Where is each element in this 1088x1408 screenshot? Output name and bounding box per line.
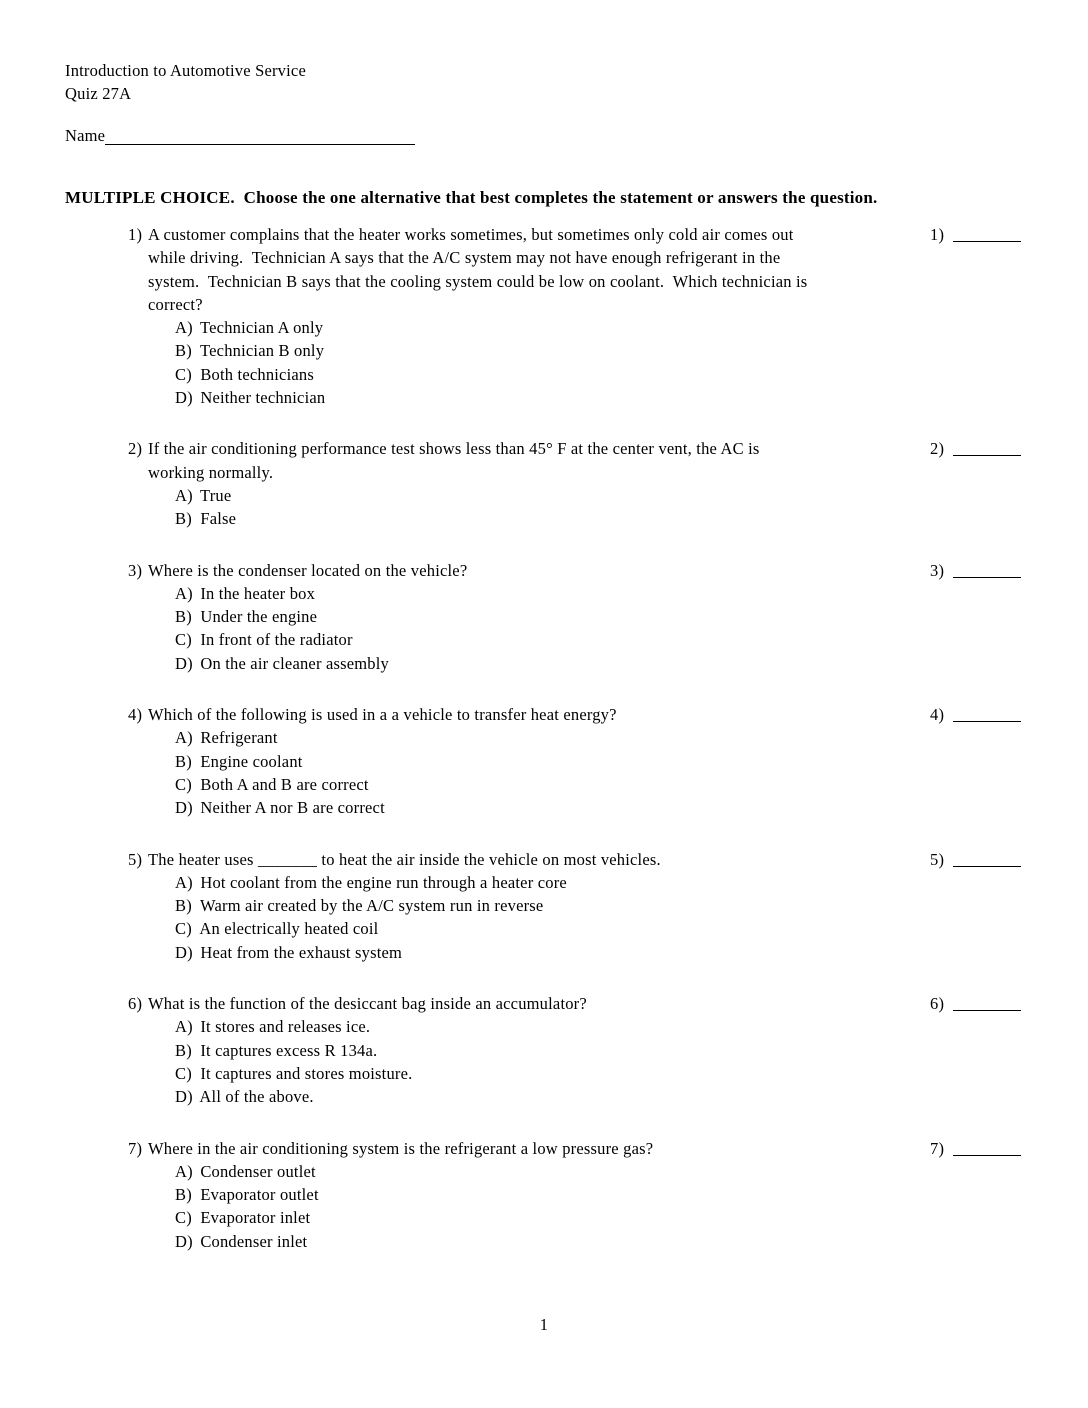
choice — [148, 628, 900, 651]
answer-number: 3) — [930, 560, 945, 580]
choice-label: C) — [175, 1208, 192, 1228]
answer-blank-line — [953, 854, 1021, 867]
answer-number: 2) — [930, 439, 945, 459]
choice-label: C) — [175, 1063, 192, 1083]
question-number: 3) — [128, 560, 143, 580]
instructions-text: MULTIPLE CHOICE. Choose the one alternative that best completes the statement or answers the question. — [65, 188, 878, 207]
question-body — [148, 703, 900, 819]
question-number: 2) — [128, 439, 143, 459]
question-row — [128, 1137, 1026, 1253]
question-text-line: Where in the air conditioning system is the refrigerant a low pressure gas? — [148, 1138, 654, 1158]
answer-blank-line — [953, 565, 1021, 578]
choice-label: A) — [175, 728, 193, 748]
choice-text: Both technicians — [196, 364, 314, 384]
document-header — [65, 59, 1026, 105]
answer-blank-line — [953, 998, 1021, 1011]
answer-field — [930, 703, 1026, 819]
choice — [148, 1015, 900, 1038]
question-row — [128, 992, 1026, 1108]
choice-text: It captures excess R 134a. — [196, 1040, 378, 1060]
question-row — [128, 559, 1026, 675]
choice-text: Condenser inlet — [196, 1231, 308, 1251]
question-main — [128, 848, 930, 964]
answer-number: 1) — [930, 225, 945, 244]
question-body — [148, 1137, 900, 1253]
choice-label: A) — [175, 318, 193, 338]
choice-label: A) — [175, 1017, 193, 1037]
question-main — [128, 703, 930, 819]
choice-text: Both A and B are correct — [196, 774, 369, 794]
question-main — [128, 437, 930, 530]
question-body — [148, 559, 900, 675]
choice — [148, 773, 900, 796]
choice — [148, 1230, 900, 1253]
answer-field — [930, 223, 1026, 409]
answer-blank-line — [953, 443, 1021, 456]
answer-number: 4) — [930, 705, 945, 725]
choice-label: B) — [175, 751, 192, 771]
answer-field — [930, 992, 1026, 1108]
choice-text: Refrigerant — [196, 728, 278, 748]
choice-text: Neither technician — [196, 388, 326, 408]
choice — [148, 1206, 900, 1229]
question-text-line: correct? — [148, 294, 203, 314]
choice-label: B) — [175, 607, 192, 627]
choice — [148, 484, 900, 507]
question-main — [128, 1137, 930, 1253]
choice-label: B) — [175, 341, 192, 361]
choice-text: An electrically heated coil — [196, 919, 379, 939]
question-number: 6) — [128, 994, 143, 1014]
choice-text: Hot coolant from the engine run through a heater core — [196, 872, 567, 892]
choice-text: Warm air created by the A/C system run in reverse — [196, 896, 544, 916]
choice-label: D) — [175, 653, 193, 673]
choice — [148, 363, 900, 386]
choice-label: B) — [175, 509, 192, 529]
choice-text: True — [196, 485, 232, 505]
answer-blank-line — [953, 1143, 1021, 1156]
choice — [148, 316, 900, 339]
question-body — [148, 848, 900, 964]
choice-label: D) — [175, 1087, 193, 1107]
question-text-line: system. Technician B says that the cooling system could be low on coolant. Which technician is — [148, 271, 808, 291]
choice — [148, 941, 900, 964]
question-text-line: What is the function of the desiccant bag inside an accumulator? — [148, 994, 587, 1014]
question-main — [128, 992, 930, 1108]
choice — [148, 605, 900, 628]
page-number: 1 — [539, 1315, 549, 1334]
choice — [148, 1039, 900, 1062]
choice-label: D) — [175, 942, 193, 962]
question-text-line: Where is the condenser located on the vehicle? — [148, 560, 468, 580]
choice-text: In the heater box — [196, 583, 316, 603]
choice — [148, 726, 900, 749]
question-text-line: Which of the following is used in a a vehicle to transfer heat energy? — [148, 705, 617, 725]
choice-label: C) — [175, 364, 192, 384]
choice-text: Condenser outlet — [196, 1161, 316, 1181]
choice-label: C) — [175, 774, 192, 794]
question-body — [148, 992, 900, 1108]
choice-label: C) — [175, 630, 192, 650]
answer-field — [930, 848, 1026, 964]
question-number: 1) — [128, 225, 143, 244]
question-text-line: The heater uses _______ to heat the air inside the vehicle on most vehicles. — [148, 849, 661, 869]
choice-text: Technician B only — [196, 341, 325, 361]
name-label: Name — [65, 126, 106, 145]
answer-field — [930, 1137, 1026, 1253]
question-number: 5) — [128, 849, 143, 869]
choice-text: On the air cleaner assembly — [196, 653, 389, 673]
choice-text: Evaporator outlet — [196, 1185, 319, 1205]
choice — [148, 386, 900, 409]
choice — [148, 750, 900, 773]
answer-field — [930, 559, 1026, 675]
choice-label: A) — [175, 583, 193, 603]
choice-label: B) — [175, 1185, 192, 1205]
choice-label: A) — [175, 872, 193, 892]
answer-blank-line — [953, 229, 1021, 242]
answer-blank-line — [953, 709, 1021, 722]
answer-number: 6) — [930, 994, 945, 1014]
questions-list — [65, 223, 1026, 1253]
choice-text: Technician A only — [196, 318, 324, 338]
question-row — [128, 848, 1026, 964]
choice — [148, 1085, 900, 1108]
choice — [148, 796, 900, 819]
question-text-line: If the air conditioning performance test shows less than 45° F at the center vent, the AC is — [148, 439, 760, 459]
choice-label: C) — [175, 919, 192, 939]
question-row — [128, 223, 1026, 409]
choice-text: It captures and stores moisture. — [196, 1063, 413, 1083]
question-text-line: A customer complains that the heater works sometimes, but sometimes only cold air comes out — [148, 225, 794, 244]
course-title: Introduction to Automotive Service — [65, 61, 306, 80]
question-body — [148, 437, 900, 530]
choice-text: Engine coolant — [196, 751, 303, 771]
choice-label: D) — [175, 388, 193, 408]
choice — [148, 339, 900, 362]
choice — [148, 917, 900, 940]
question-body — [148, 223, 900, 409]
choice — [148, 894, 900, 917]
choice-text: All of the above. — [196, 1087, 314, 1107]
answer-number: 5) — [930, 849, 945, 869]
choice-text: It stores and releases ice. — [196, 1017, 371, 1037]
question-row — [128, 703, 1026, 819]
choice-label: D) — [175, 798, 193, 818]
question-text-line: while driving. Technician A says that the A/C system may not have enough refrigerant in the — [148, 248, 781, 268]
question-main — [128, 223, 930, 409]
choice — [148, 652, 900, 675]
choice-text: Under the engine — [196, 607, 318, 627]
choice-text: Neither A nor B are correct — [196, 798, 385, 818]
name-row — [65, 124, 1026, 147]
answer-field — [930, 437, 1026, 530]
choice — [148, 507, 900, 530]
choice-label: B) — [175, 1040, 192, 1060]
question-number: 4) — [128, 705, 143, 725]
choice — [148, 1160, 900, 1183]
choice — [148, 871, 900, 894]
question-row — [128, 437, 1026, 530]
choice-text: In front of the radiator — [196, 630, 353, 650]
choice-label: A) — [175, 485, 193, 505]
choice — [148, 1062, 900, 1085]
choice-text: False — [196, 509, 237, 529]
choice — [148, 1183, 900, 1206]
choice-label: A) — [175, 1161, 193, 1181]
question-text-line: working normally. — [148, 462, 274, 482]
question-number: 7) — [128, 1138, 143, 1158]
choice-label: B) — [175, 896, 192, 916]
answer-number: 7) — [930, 1138, 945, 1158]
choice-text: Evaporator inlet — [196, 1208, 311, 1228]
question-main — [128, 559, 930, 675]
choice-text: Heat from the exhaust system — [196, 942, 403, 962]
quiz-title: Quiz 27A — [65, 84, 132, 103]
choice-label: D) — [175, 1231, 193, 1251]
name-blank-line — [105, 128, 415, 146]
choice — [148, 582, 900, 605]
page-footer — [0, 1313, 1088, 1336]
